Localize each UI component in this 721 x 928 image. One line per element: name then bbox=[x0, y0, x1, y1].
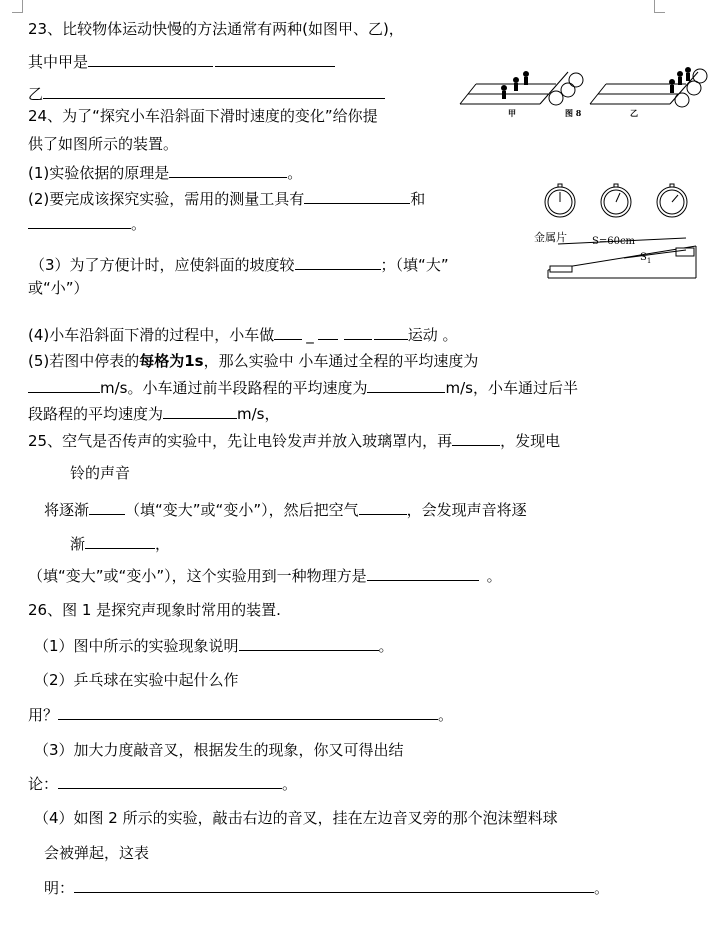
q26-blank-3[interactable] bbox=[58, 774, 282, 789]
q24-part2-text: (2)要完成该探究实验，需用的测量工具有 bbox=[28, 190, 305, 208]
q24-part5-line3 bbox=[28, 404, 280, 424]
q25-line1 bbox=[28, 431, 560, 451]
q24-part4-dash: _ bbox=[306, 326, 314, 344]
q23-line1: 23、比较物体运动快慢的方法通常有两种(如图甲、乙)， bbox=[28, 20, 404, 38]
q24-part2-and: 和 bbox=[410, 190, 426, 208]
figure-8-caption: 图 8 bbox=[565, 108, 582, 118]
q23-blank-2[interactable] bbox=[215, 52, 335, 67]
q25-line3-b: （填“变大”或“变小”），然后把空气 bbox=[125, 501, 359, 519]
q24-part5-c: ，那么实验中 小车通过全程的平均速度为 bbox=[203, 352, 479, 370]
q24-part3 bbox=[30, 255, 449, 275]
q23-line3 bbox=[28, 84, 385, 104]
incline-label-distance: S=60cm bbox=[592, 236, 636, 247]
q24-part5-line2 bbox=[28, 378, 578, 398]
q24-part2-blank-2[interactable] bbox=[28, 214, 131, 229]
q25-line2: 铃的声音 bbox=[70, 464, 131, 482]
page-corner-right bbox=[654, 0, 665, 13]
q25-line4-end: ， bbox=[155, 535, 171, 553]
track-jia bbox=[460, 72, 583, 105]
q25-line1-end: ，发现电 bbox=[500, 432, 561, 450]
q26-blank-4[interactable] bbox=[74, 878, 594, 893]
q26-part2-line2 bbox=[28, 705, 453, 725]
q24-part5-blank-3[interactable] bbox=[163, 404, 237, 419]
q23-label-jia: 其中甲是 bbox=[28, 53, 89, 71]
q26-blank-1[interactable] bbox=[239, 636, 379, 651]
stopwatches bbox=[538, 182, 698, 224]
q25-line1-text: 25、空气是否传声的实验中，先让电铃发声并放入玻璃罩内，再 bbox=[28, 432, 453, 450]
incline-label-metal: 金属片 bbox=[534, 231, 567, 244]
q24-part2-end: 。 bbox=[131, 215, 147, 233]
q26-part3-line2 bbox=[28, 774, 297, 794]
runners-jia bbox=[501, 71, 529, 99]
q24-part2 bbox=[28, 189, 425, 209]
q26-part3-end: 。 bbox=[282, 775, 298, 793]
q24-part4-end: 运动 。 bbox=[407, 326, 458, 344]
q26-part2-text: 用？ bbox=[28, 706, 59, 724]
q24-part5-line1 bbox=[28, 351, 478, 371]
q24-part3-hint: ；（填“大” bbox=[380, 256, 449, 274]
q25-line4 bbox=[70, 534, 170, 554]
q24-part4-blank-4[interactable] bbox=[374, 325, 408, 340]
q23-blank-3[interactable] bbox=[43, 84, 385, 99]
q24-part5-l3b: m/s， bbox=[237, 405, 280, 423]
q23-blank-1[interactable] bbox=[88, 52, 213, 67]
q24-part2-line2 bbox=[28, 214, 146, 234]
q24-part3-line2: 或“小”） bbox=[28, 279, 89, 297]
figure-8-race-illustration bbox=[458, 62, 710, 128]
q26-part4-line2: 会被弹起，这表 bbox=[44, 844, 150, 862]
q26-part4-end: 。 bbox=[594, 879, 610, 897]
q25-blank-5[interactable] bbox=[367, 566, 479, 581]
q24-part4-blank-3[interactable] bbox=[344, 325, 372, 340]
q25-blank-3[interactable] bbox=[359, 500, 407, 515]
q25-blank-2[interactable] bbox=[89, 500, 125, 515]
figure-8-label-jia: 甲 bbox=[508, 108, 516, 118]
q26-part2-end: 。 bbox=[438, 706, 454, 724]
q24-part5-a: (5)若图中停表的 bbox=[28, 352, 140, 370]
q24-part5-l3a: 段路程的平均速度为 bbox=[28, 405, 164, 423]
q24-part4-blank-2[interactable] bbox=[318, 325, 338, 340]
q24-part4 bbox=[28, 325, 458, 345]
q26-line1: 26、图 1 是探究声现象时常用的装置. bbox=[28, 601, 281, 619]
q25-line5 bbox=[28, 566, 502, 586]
q25-line3-c: ，会发现声音将逐 bbox=[406, 501, 527, 519]
q25-line5-a: （填“变大”或“变小”），这个实验用到一种物理方是 bbox=[28, 567, 367, 585]
q26-part3: （3）加大力度敲音叉，根据发生的现象，你又可得出结 bbox=[34, 741, 404, 759]
q25-line5-b: 。 bbox=[486, 567, 502, 585]
q26-part3-text: 论： bbox=[28, 775, 59, 793]
q26-part2: （2）乒乓球在实验中起什么作 bbox=[34, 671, 239, 689]
q24-part3-text: （3）为了方便计时，应使斜面的坡度较 bbox=[30, 256, 295, 274]
q23-line2 bbox=[28, 52, 335, 72]
q24-part5-bold: 每格为1s bbox=[139, 352, 204, 370]
q24-part1 bbox=[28, 163, 302, 183]
q24-part5-l2a: m/s。小车通过前半段路程的平均速度为 bbox=[100, 379, 368, 397]
q25-line3 bbox=[44, 500, 527, 520]
q24-part5-blank-2[interactable] bbox=[367, 378, 445, 393]
q26-blank-2[interactable] bbox=[58, 705, 438, 720]
figure-8-label-yi: 乙 bbox=[630, 108, 638, 118]
q25-blank-1[interactable] bbox=[452, 431, 500, 446]
q26-part4-line3 bbox=[44, 878, 609, 898]
q24-part4-blank-1[interactable] bbox=[274, 325, 302, 340]
q24-line1: 24、为了“探究小车沿斜面下滑时速度的变化”给你提 bbox=[28, 107, 378, 125]
q24-part5-l2b: m/s，小车通过后半 bbox=[445, 379, 578, 397]
q26-part4-text: 明： bbox=[44, 879, 75, 897]
q24-part3-blank[interactable] bbox=[295, 255, 381, 270]
q25-line3-a: 将逐渐 bbox=[44, 501, 90, 519]
q25-line4-text: 渐 bbox=[70, 535, 86, 553]
q26-part1 bbox=[34, 636, 394, 656]
q26-part4: （4）如图 2 所示的实验，敲击右边的音叉，挂在左边音叉旁的那个泡沫塑料球 bbox=[34, 809, 558, 827]
q23-label-yi: 乙 bbox=[28, 85, 44, 103]
q24-part2-blank-1[interactable] bbox=[304, 189, 410, 204]
q26-part1-end: 。 bbox=[378, 637, 394, 655]
incline-label-s1: $S_1$ bbox=[640, 252, 652, 265]
runners-yi bbox=[669, 67, 691, 93]
q24-part1-text: (1)实验依据的原理是 bbox=[28, 164, 170, 182]
q24-part1-end: 。 bbox=[287, 164, 303, 182]
q24-part4-text: (4)小车沿斜面下滑的过程中，小车做 bbox=[28, 326, 275, 344]
q24-line2: 供了如图所示的装置。 bbox=[28, 135, 179, 153]
q26-part1-text: （1）图中所示的实验现象说明 bbox=[34, 637, 239, 655]
page-corner-left bbox=[12, 0, 23, 13]
q24-part5-blank-1[interactable] bbox=[28, 378, 100, 393]
q25-blank-4[interactable] bbox=[85, 534, 155, 549]
q24-part1-blank[interactable] bbox=[169, 163, 287, 178]
